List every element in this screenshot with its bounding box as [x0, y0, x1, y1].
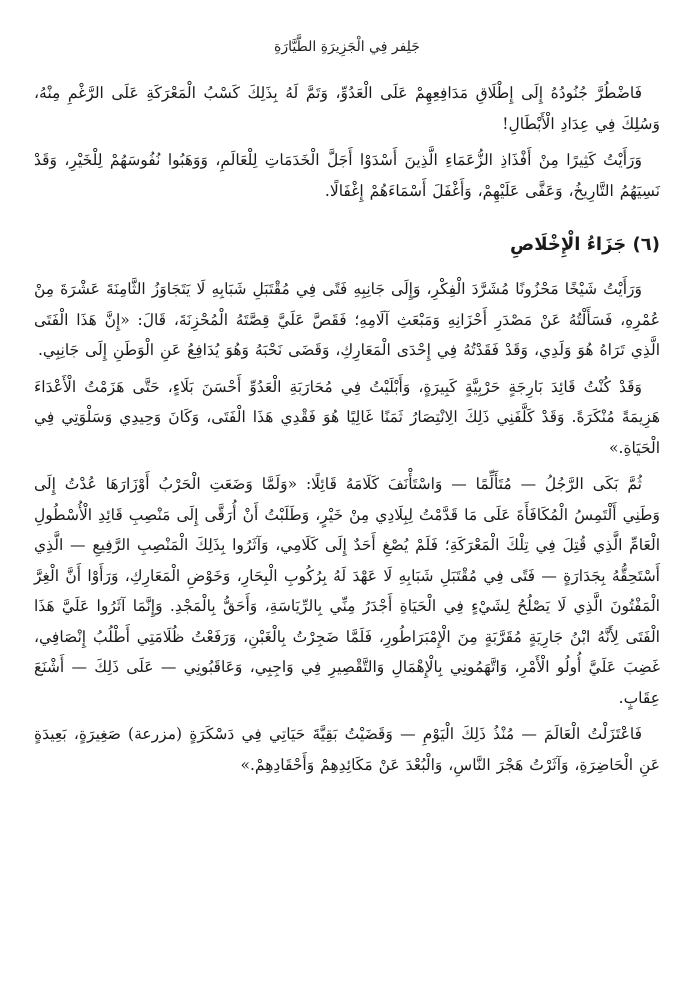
paragraph: فَاعْتَزَلْتُ الْعَالَمَ — مُنْذُ ذَلِكَ الْيَوْمِ — وَقَضَيْتُ بَقِيَّةَ حَيَاتِي فِي دَسْكَرَةٍ (مزرعة) صَغِيرَةٍ، بَعِيدَةٍ عَنِ الْحَاضِرَةِ، وَآثَرْتُ هَجْرَ النَّاسِ، وَالْبُعْدَ عَنْ مَكَائِدِهِمْ وَأَحْقَادِهِمْ.» [34, 725, 660, 774]
paragraph: فَاضْطُرَّ جُنُودُهُ إِلَى إِطْلَاقِ مَدَافِعِهِمْ عَلَى الْعَدُوِّ، وَتَمَّ لَهُ بِذَلِكَ كَسْبُ الْمَعْرَكَةِ عَلَى الرَّغْمِ مِنْهُ، وَسُلِكَ فِي عِدَادِ الْأَبْطَالِ! [34, 84, 660, 133]
body-text [34, 78, 660, 786]
section-heading: (٦) جَزَاءُ الْإِخْلَاصِ [510, 234, 660, 255]
paragraph: وَقَدْ كُنْتُ قَائِدَ بَارِجَةٍ حَرْبِيَّةٍ كَبِيرَةٍ، وَأَبْلَيْتُ فِي مُحَارَبَةِ الْعَدُوِّ أَحْسَنَ بَلَاءٍ، حَتَّى هَزَمْتُ الْأَعْدَاءَ هَزِيمَةً مُنْكَرَةً. وَقَدْ كَلَّفَنِي ذَلِكَ الِانْتِصَارُ ثَمَنًا غَالِيًا هُوَ فَقْدِي هَذَا الْفَتَى، وَكَانَ وَحِيدِي وَسَلْوَتِي فِي الْحَيَاةِ.» [34, 377, 660, 457]
running-header: جَلِفر فِي الْجَزِيرَةِ الطَّيَّارَةِ [274, 39, 420, 55]
paragraph: وَرَأَيْتُ كَثِيرًا مِنْ أَفْذَاذِ الزُّعَمَاءِ الَّذِينَ أَسْدَوْا أَجَلَّ الْخَدَمَاتِ لِلْعَالَمِ، وَوَهَبُوا نُفُوسَهُمْ لِلْخَيْرِ، وَقَدْ نَسِيَهُمُ التَّارِيخُ، وَعَفَّى عَلَيْهِمْ، وَأَغْفَلَ أَسْمَاءَهُمْ إِغْفَالًا. [34, 151, 660, 200]
paragraph: وَرَأَيْتُ شَيْخًا مَحْزُونًا مُشَرَّدَ الْفِكْرِ، وَإِلَى جَانِبِهِ فَتًى فِي مُقْتَبَلِ شَبَابِهِ لَا يَتَجَاوَزُ الثَّامِنَةَ عَشْرَةَ مِنْ عُمْرِهِ، فَسَأَلْتُهُ عَنْ مَصْدَرِ أَحْزَانِهِ وَمَبْعَثِ آلَامِهِ؛ فَقَصَّ عَلَيَّ قِصَّتَهُ الْمُحْزِنَةَ، قَالَ: «إِنَّ هَذَا الْفَتَى الَّذِي تَرَاهُ هُوَ وَلَدِي، وَقَدْ فَقَدْتُهُ فِي إِحْدَى الْمَعَارِكِ، وَقَضَى نَحْبَهُ وَهُوَ يُدَافِعُ عَنِ الْوَطَنِ إِلَى جَانِبِي. [34, 280, 660, 359]
paragraph: ثُمَّ بَكَى الرَّجُلُ — مُتَأَلِّمًا — وَاسْتَأْنَفَ كَلَامَهُ قَائِلًا: «وَلَمَّا وَضَعَتِ الْحَرْبُ أَوْزَارَهَا عُدْتُ إِلَى وَطَنِي أَلْتَمِسُ الْمُكَافَأَةَ عَلَى مَا قَدَّمْتُ لِبِلَادِي مِنْ خَيْرٍ، وَطَلَبْتُ أَنْ أُرَقَّى إِلَى مَنْصِبِ قَائِدِ الْأُسْطُولِ الْعَامِّ الَّذِي قُتِلَ فِي تِلْكَ الْمَعْرَكَةِ؛ فَلَمْ يُصْغِ أَحَدٌ إِلَى كَلَامِي، وَآثَرُوا بِذَلِكَ الْمَنْصِبِ الرَّفِيعِ — الَّذِي أَسْتَحِقُّهُ بِجَدَارَةٍ — فَتًى فِي مُقْتَبَلِ شَبَابِهِ لَا عَهْدَ لَهُ بِرُكُوبِ الْبِحَارِ، وَخَوْضِ الْمَعَارِكِ، وَرَأَوْا أَنَّ الْغِرَّ الْمَفْتُونَ الَّذِي لَا يَصْلُحُ لِشَيْءٍ فِي الْحَيَاةِ أَجْدَرُ مِنِّي بِالرِّيَاسَةِ، وَأَحَقُّ بِالْمَجْدِ. وَإِنَّمَا آثَرُوا عَلَيَّ هَذَا الْفَتَى لِأَنَّهُ ابْنُ جَارِيَةٍ مُقَرَّبَةٍ مِنَ الْإِمْبَرَاطُورِ، فَلَمَّا ضَجِرْتُ بِالْغَبْنِ، وَرَفَعْتُ ظُلَامَتِي أَطْلُبُ إِنْصَافِي، غَضِبَ عَلَيَّ أُولُو الْأَمْرِ، وَاتَّهَمُونِي بِالْإِهْمَالِ وَالتَّقْصِيرِ فِي وَاجِبِي، وَعَاقَبُونِي — عَلَى ذَلِكَ — أَشْنَعَ عِقَابٍ. [34, 475, 660, 707]
